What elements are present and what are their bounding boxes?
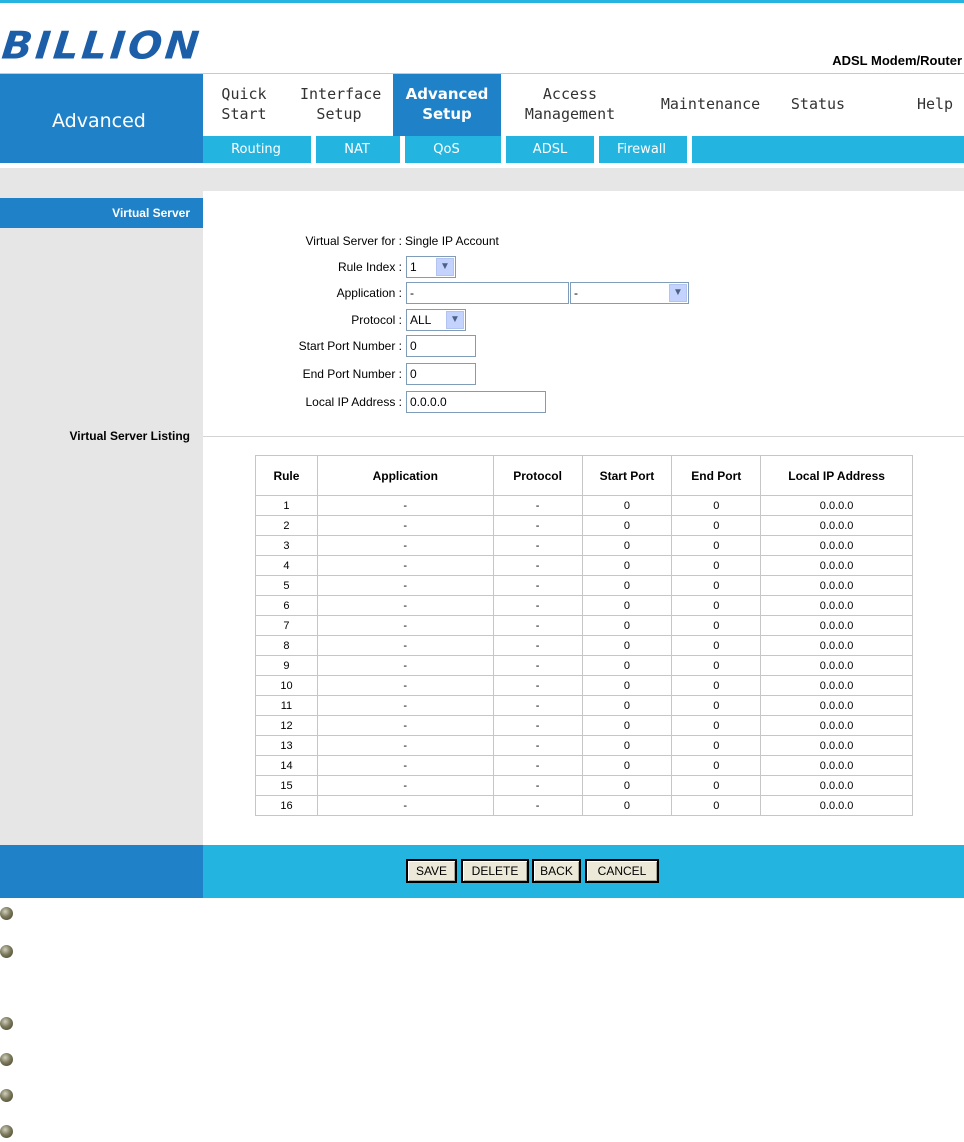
start-port-label: Start Port Number : — [298, 339, 402, 353]
protocol-select[interactable] — [406, 309, 466, 331]
application-cell: - — [317, 576, 493, 596]
tab-help[interactable] — [915, 94, 955, 114]
protocol-cell: - — [493, 516, 582, 536]
table-row — [256, 576, 913, 596]
bullet-icon — [0, 1053, 13, 1066]
column-header-rule: Rule — [256, 456, 318, 496]
local-ip-cell: 0.0.0.0 — [761, 636, 913, 656]
table-row — [256, 676, 913, 696]
protocol-cell: - — [493, 656, 582, 676]
table-row — [256, 556, 913, 576]
table-row — [256, 636, 913, 656]
tab-label-line: Interface — [300, 85, 382, 103]
rule-cell: 14 — [256, 756, 318, 776]
subtab-firewall[interactable]: Firewall — [616, 142, 667, 157]
rule-cell: 10 — [256, 676, 318, 696]
tab-quick-start[interactable] — [219, 84, 269, 124]
protocol-value: ALL — [410, 313, 432, 327]
end-port-cell: 0 — [672, 696, 761, 716]
main-navigation — [0, 73, 964, 157]
start-port-cell: 0 — [582, 696, 672, 716]
local-ip-input[interactable] — [406, 391, 546, 413]
tab-label-line: Setup — [422, 105, 472, 123]
start-port-cell: 0 — [582, 576, 672, 596]
local-ip-cell: 0.0.0.0 — [761, 516, 913, 536]
rule-cell: 1 — [256, 496, 318, 516]
application-cell: - — [317, 796, 493, 816]
bullet-icon — [0, 1017, 13, 1030]
end-port-cell: 0 — [672, 596, 761, 616]
section-title-virtual-server-listing: Virtual Server Listing — [69, 429, 190, 443]
form-row-application — [203, 282, 964, 306]
tab-label-line: Quick — [221, 85, 267, 103]
start-port-cell: 0 — [582, 676, 672, 696]
subtab-nat[interactable]: NAT — [344, 142, 370, 157]
end-port-cell: 0 — [672, 776, 761, 796]
rule-cell: 11 — [256, 696, 318, 716]
local-ip-cell: 0.0.0.0 — [761, 796, 913, 816]
tab-label-line: Start — [221, 105, 267, 123]
local-ip-cell: 0.0.0.0 — [761, 616, 913, 636]
start-port-cell: 0 — [582, 536, 672, 556]
chevron-down-icon: ▼ — [669, 284, 687, 302]
start-port-cell: 0 — [582, 656, 672, 676]
protocol-cell: - — [493, 536, 582, 556]
protocol-cell: - — [493, 676, 582, 696]
form-row-virtual-server-for — [203, 230, 964, 254]
local-ip-label: Local IP Address : — [305, 395, 402, 409]
nav-section-panel — [0, 74, 203, 163]
virtual-server-for-label: Virtual Server for : — [305, 234, 402, 248]
table-row — [256, 716, 913, 736]
table-row — [256, 616, 913, 636]
local-ip-cell: 0.0.0.0 — [761, 756, 913, 776]
end-port-cell: 0 — [672, 656, 761, 676]
section-title-virtual-server: Virtual Server — [0, 198, 203, 228]
end-port-label: End Port Number : — [302, 367, 402, 381]
rule-cell: 6 — [256, 596, 318, 616]
column-header-application: Application — [317, 456, 493, 496]
end-port-cell: 0 — [672, 676, 761, 696]
application-preset-select[interactable] — [570, 282, 689, 304]
start-port-cell: 0 — [582, 716, 672, 736]
column-header-start-port: Start Port — [582, 456, 672, 496]
start-port-cell: 0 — [582, 616, 672, 636]
form-row-local-ip — [203, 391, 964, 415]
end-port-cell: 0 — [672, 636, 761, 656]
end-port-cell: 0 — [672, 616, 761, 636]
local-ip-cell: 0.0.0.0 — [761, 596, 913, 616]
end-port-cell: 0 — [672, 556, 761, 576]
table-row — [256, 596, 913, 616]
protocol-cell: - — [493, 576, 582, 596]
rule-cell: 4 — [256, 556, 318, 576]
application-cell: - — [317, 656, 493, 676]
local-ip-cell: 0.0.0.0 — [761, 576, 913, 596]
rule-cell: 5 — [256, 576, 318, 596]
tab-label-line: Management — [524, 105, 616, 123]
rule-cell: 2 — [256, 516, 318, 536]
local-ip-cell: 0.0.0.0 — [761, 696, 913, 716]
end-port-cell: 0 — [672, 716, 761, 736]
application-cell: - — [317, 616, 493, 636]
application-value: - — [410, 286, 414, 300]
rule-cell: 12 — [256, 716, 318, 736]
application-cell: - — [317, 496, 493, 516]
table-row — [256, 536, 913, 556]
tab-advanced-setup[interactable] — [393, 74, 501, 136]
local-ip-value: 0.0.0.0 — [410, 395, 447, 409]
form-row-rule-index — [203, 256, 964, 280]
application-cell: - — [317, 556, 493, 576]
tab-interface-setup[interactable] — [300, 84, 382, 124]
table-row — [256, 496, 913, 516]
subnav-divider — [687, 136, 692, 163]
start-port-cell: 0 — [582, 636, 672, 656]
start-port-cell: 0 — [582, 756, 672, 776]
rule-cell: 8 — [256, 636, 318, 656]
column-header-local-ip: Local IP Address — [761, 456, 913, 496]
local-ip-cell: 0.0.0.0 — [761, 536, 913, 556]
local-ip-cell: 0.0.0.0 — [761, 716, 913, 736]
rule-index-select[interactable] — [406, 256, 456, 278]
tab-maintenance[interactable] — [658, 94, 763, 114]
application-cell: - — [317, 776, 493, 796]
brand-logo-text: BILLION — [0, 24, 205, 68]
protocol-cell: - — [493, 696, 582, 716]
end-port-value: 0 — [410, 367, 417, 381]
protocol-cell: - — [493, 496, 582, 516]
start-port-cell: 0 — [582, 736, 672, 756]
virtual-server-for-value: Single IP Account — [405, 234, 499, 248]
footer-side-panel — [0, 845, 203, 898]
protocol-cell: - — [493, 796, 582, 816]
local-ip-cell: 0.0.0.0 — [761, 736, 913, 756]
application-cell: - — [317, 596, 493, 616]
protocol-cell: - — [493, 636, 582, 656]
protocol-cell: - — [493, 776, 582, 796]
rule-cell: 16 — [256, 796, 318, 816]
subtab-routing[interactable]: Routing — [231, 142, 281, 157]
form-row-protocol — [203, 309, 964, 333]
bullet-icon — [0, 1125, 13, 1138]
table-row — [256, 656, 913, 676]
rule-cell: 3 — [256, 536, 318, 556]
protocol-label: Protocol : — [351, 313, 402, 327]
application-cell: - — [317, 676, 493, 696]
table-row — [256, 756, 913, 776]
local-ip-cell: 0.0.0.0 — [761, 496, 913, 516]
end-port-cell: 0 — [672, 796, 761, 816]
product-name: ADSL Modem/Router — [832, 53, 962, 68]
bullet-icon — [0, 907, 13, 920]
local-ip-cell: 0.0.0.0 — [761, 676, 913, 696]
section-divider — [203, 436, 964, 437]
virtual-server-table — [255, 455, 913, 816]
application-cell: - — [317, 636, 493, 656]
table-row — [256, 736, 913, 756]
end-port-cell: 0 — [672, 576, 761, 596]
tab-label-line: Advanced — [405, 85, 489, 103]
column-header-protocol: Protocol — [493, 456, 582, 496]
start-port-cell: 0 — [582, 776, 672, 796]
rule-cell: 7 — [256, 616, 318, 636]
protocol-cell: - — [493, 716, 582, 736]
bullet-icon — [0, 1089, 13, 1102]
subtab-adsl[interactable]: ADSL — [532, 142, 568, 157]
column-header-end-port: End Port — [672, 456, 761, 496]
rule-cell: 13 — [256, 736, 318, 756]
local-ip-cell: 0.0.0.0 — [761, 776, 913, 796]
application-cell: - — [317, 516, 493, 536]
table-row — [256, 796, 913, 816]
start-port-cell: 0 — [582, 556, 672, 576]
table-header-row — [256, 456, 913, 496]
form-row-end-port — [203, 363, 964, 387]
rule-index-value: 1 — [410, 260, 417, 274]
end-port-cell: 0 — [672, 516, 761, 536]
rule-cell: 9 — [256, 656, 318, 676]
nav-section-title: Advanced — [52, 110, 146, 132]
application-cell: - — [317, 696, 493, 716]
application-input[interactable] — [406, 282, 569, 304]
application-label: Application : — [336, 286, 402, 300]
tab-label-line: Access — [542, 85, 598, 103]
left-column — [0, 191, 203, 845]
protocol-cell: - — [493, 756, 582, 776]
end-port-input[interactable] — [406, 363, 476, 385]
save-button[interactable]: SAVE — [406, 859, 457, 883]
application-cell: - — [317, 756, 493, 776]
protocol-cell: - — [493, 596, 582, 616]
rule-index-label: Rule Index : — [337, 260, 402, 274]
chevron-down-icon: ▼ — [436, 258, 454, 276]
application-cell: - — [317, 736, 493, 756]
tab-label-line: Help — [916, 95, 954, 113]
local-ip-cell: 0.0.0.0 — [761, 656, 913, 676]
application-preset-value: - — [574, 286, 578, 300]
footer-action-bar — [203, 845, 964, 898]
tab-label-line: Status — [790, 95, 846, 113]
brand-logo — [0, 24, 205, 68]
start-port-input[interactable] — [406, 335, 476, 357]
local-ip-cell: 0.0.0.0 — [761, 556, 913, 576]
rule-cell: 15 — [256, 776, 318, 796]
tab-access-management[interactable] — [516, 84, 624, 124]
nav-tabs — [203, 74, 964, 136]
end-port-cell: 0 — [672, 536, 761, 556]
subtab-qos[interactable]: QoS — [433, 142, 460, 157]
chevron-down-icon: ▼ — [446, 311, 464, 329]
cancel-button[interactable]: CANCEL — [585, 859, 659, 883]
start-port-value: 0 — [410, 339, 417, 353]
application-cell: - — [317, 716, 493, 736]
sub-navigation — [203, 136, 964, 163]
top-accent-line — [0, 0, 964, 3]
bullet-icon — [0, 945, 13, 958]
table-row — [256, 776, 913, 796]
application-cell: - — [317, 536, 493, 556]
table-row — [256, 516, 913, 536]
tab-label-line: Setup — [316, 105, 362, 123]
end-port-cell: 0 — [672, 756, 761, 776]
tab-label-line: Maintenance — [660, 95, 761, 113]
table-body — [256, 496, 913, 816]
end-port-cell: 0 — [672, 736, 761, 756]
protocol-cell: - — [493, 616, 582, 636]
spacer-band — [0, 168, 964, 191]
form-row-start-port — [203, 335, 964, 359]
protocol-cell: - — [493, 736, 582, 756]
start-port-cell: 0 — [582, 496, 672, 516]
end-port-cell: 0 — [672, 496, 761, 516]
start-port-cell: 0 — [582, 796, 672, 816]
back-button[interactable]: BACK — [532, 859, 581, 883]
start-port-cell: 0 — [582, 596, 672, 616]
delete-button[interactable]: DELETE — [461, 859, 529, 883]
start-port-cell: 0 — [582, 516, 672, 536]
tab-status[interactable] — [790, 94, 846, 114]
table-row — [256, 696, 913, 716]
protocol-cell: - — [493, 556, 582, 576]
